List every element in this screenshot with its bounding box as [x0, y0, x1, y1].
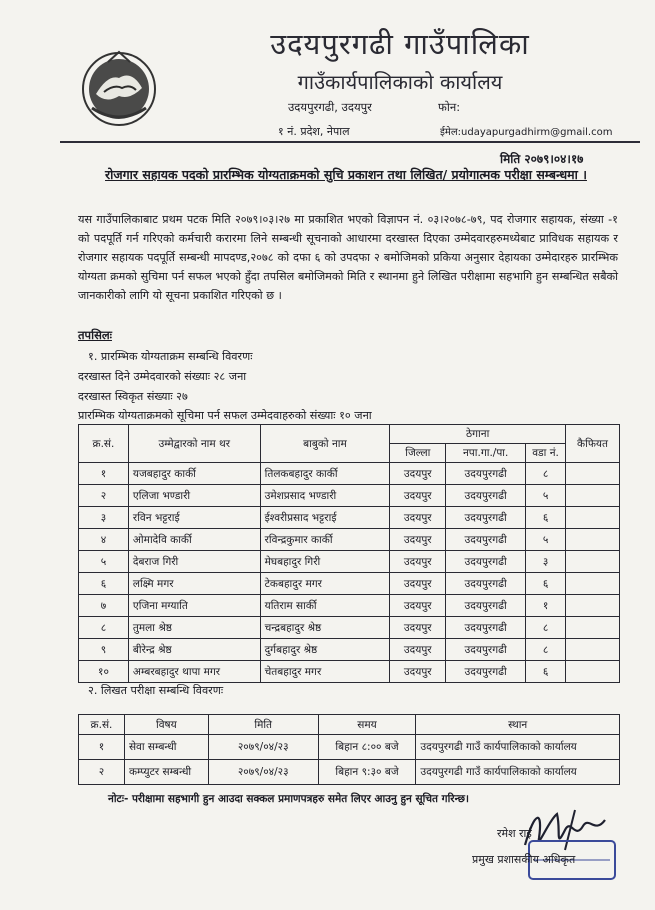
section1-title: १. प्रारम्भिक योग्यताक्रम सम्बन्धि विवरणः: [88, 350, 253, 363]
cell-name: यजबहादुर कार्की: [128, 463, 260, 485]
table-row: [79, 551, 620, 573]
subject-text: रोजगार सहायक पदको प्रारम्भिक योग्यताक्रमको सुचि प्रकाशन तथा लिखित/ प्रयोगात्मक परीक्षा सम्बन्धमा ।: [105, 167, 587, 182]
cell-municipality: उदयपुरगढी: [446, 595, 526, 617]
table-row: [79, 735, 620, 760]
cell-venue: उदयपुरगढी गाउँ कार्यपालिकाको कार्यालय: [416, 735, 620, 760]
col-name: उम्मेद्वारको नाम थर: [128, 425, 260, 463]
cell-municipality: उदयपुरगढी: [446, 639, 526, 661]
table-row: [79, 617, 620, 639]
address-line2: १ नं. प्रदेश, नेपाल: [278, 125, 350, 138]
exam-schedule-table: [78, 714, 620, 785]
section2-title: २. लिखत परीक्षा सम्बन्धि विवरणः: [88, 684, 224, 697]
cell-municipality: उदयपुरगढी: [446, 463, 526, 485]
cell-sn: ५: [79, 551, 129, 573]
cell-remarks: [566, 529, 620, 551]
cell-father: टेकबहादुर मगर: [260, 573, 390, 595]
cell-name: ओमादेवि कार्की: [128, 529, 260, 551]
col-subject: विषय: [124, 715, 208, 735]
col-municipality: नपा.गा./पा.: [446, 444, 526, 463]
cell-name: देबराज गिरी: [128, 551, 260, 573]
cell-date: २०७९/०४/२३: [208, 760, 318, 785]
cell-ward: ६: [526, 661, 566, 683]
notice-body: यस गाउँपालिकाबाट प्रथम पटक मिति २०७९।०३।२७ मा प्रकाशित भएको विज्ञापन नं. ०३।२०७८-७९, पद रोजगार सहायक, संख्या -१ को पदपूर्ति गर्न गरिएको कर्मचारी करारमा लिने सम्बन्धी सूचनाको आधारमा दरखास्त दिएका उम्मेदवारहरुमध्येबाट प्राविधक सहायक र रोजगार सहायक पदपूर्ति सम्बन्धी मापदण्ड,२०७८ को दफा ६ को उपदफा २ बमोजिमको प्रकिया अनुसार देहायका उम्मेदारहरु प्रारम्भिक योग्यता क्रमको सुचिमा पर्न सफल भएको हुँदा तपसिल बमोजिमको मिति र स्थानमा हुने लिखित परीक्षामा सहभागि हुन सम्बन्धित सबैको जानकारीको लागि यो सूचना प्रकाशित गरिएको छ ।: [78, 213, 618, 302]
cell-remarks: [566, 485, 620, 507]
cell-subject: कम्प्युटर सम्बन्धी: [124, 760, 208, 785]
cell-sn: ४: [79, 529, 129, 551]
cell-father: ईश्वरीप्रसाद भट्टराई: [260, 507, 390, 529]
cell-name: रविन भट्टराई: [128, 507, 260, 529]
cell-district: उदयपुर: [390, 551, 446, 573]
col-date: मिति: [208, 715, 318, 735]
signatory-title: प्रमुख प्रशासकीय अधिकृत: [472, 853, 576, 866]
notice-date: मिति २०७९।०४।१७: [500, 152, 584, 166]
cell-name: अम्बरबहादुर थापा मगर: [128, 661, 260, 683]
cell-remarks: [566, 617, 620, 639]
table-row: [79, 573, 620, 595]
cell-remarks: [566, 639, 620, 661]
cell-subject: सेवा सम्बन्धी: [124, 735, 208, 760]
cell-venue: उदयपुरगढी गाउँ कार्यपालिकाको कार्यालय: [416, 760, 620, 785]
cell-district: उदयपुर: [390, 529, 446, 551]
col-remarks: कैफियत: [566, 425, 620, 463]
cell-ward: ६: [526, 507, 566, 529]
cell-father: उमेशप्रसाद भण्डारी: [260, 485, 390, 507]
cell-time: बिहान ८:०० बजे: [318, 735, 416, 760]
cell-sn: १: [79, 463, 129, 485]
cell-municipality: उदयपुरगढी: [446, 485, 526, 507]
cell-time: बिहान ९:३० बजे: [318, 760, 416, 785]
col-time: समय: [318, 715, 416, 735]
table-row: [79, 529, 620, 551]
cell-district: उदयपुर: [390, 595, 446, 617]
note-text: नोटः- परीक्षामा सहभागी हुन आउदा सक्कल प्रमाणपत्रहरु समेत लिएर आउनु हुन सूचित गरिन्छ।: [108, 793, 469, 805]
shortlisted-count: प्रारम्भिक योग्यताक्रमको सूचिमा पर्न सफल उम्मेदवाहरुको संख्याः १० जना: [78, 409, 372, 422]
cell-municipality: उदयपुरगढी: [446, 617, 526, 639]
col-ward: वडा नं.: [526, 444, 566, 463]
cell-name: बीरेन्द्र श्रेष्ठ: [128, 639, 260, 661]
cell-district: उदयपुर: [390, 661, 446, 683]
phone-label: फोन:: [438, 100, 461, 114]
cell-sn: ६: [79, 573, 129, 595]
cell-ward: १: [526, 595, 566, 617]
shortlist-table: [78, 424, 620, 683]
cell-ward: ६: [526, 573, 566, 595]
cell-district: उदयपुर: [390, 507, 446, 529]
table-row: [79, 760, 620, 785]
cell-ward: ८: [526, 617, 566, 639]
cell-district: उदयपुर: [390, 573, 446, 595]
cell-ward: ८: [526, 639, 566, 661]
cell-date: २०७९/०४/२३: [208, 735, 318, 760]
col-sn: क्र.सं.: [79, 425, 129, 463]
cell-remarks: [566, 573, 620, 595]
cell-sn: ३: [79, 507, 129, 529]
cell-father: रविन्द्रकुमार कार्की: [260, 529, 390, 551]
tapsil-label: तपसिलः: [78, 328, 112, 342]
cell-district: उदयपुर: [390, 617, 446, 639]
cell-sn: १: [79, 735, 125, 760]
cell-municipality: उदयपुरगढी: [446, 529, 526, 551]
cell-father: चेतबहादुर मगर: [260, 661, 390, 683]
cell-name: लक्ष्मि मगर: [128, 573, 260, 595]
cell-municipality: उदयपुरगढी: [446, 573, 526, 595]
cell-district: उदयपुर: [390, 485, 446, 507]
table-row: [79, 661, 620, 683]
cell-ward: ५: [526, 485, 566, 507]
col-venue: स्थान: [416, 715, 620, 735]
cell-remarks: [566, 595, 620, 617]
cell-sn: २: [79, 760, 125, 785]
office-name: गाउँकार्यपालिकाको कार्यालय: [297, 70, 503, 94]
cell-father: तिलकबहादुर कार्की: [260, 463, 390, 485]
table-row: [79, 639, 620, 661]
cell-father: दुर्गबहादुर श्रेष्ठ: [260, 639, 390, 661]
signatory-name: रमेश राई: [497, 827, 532, 840]
table-row: [79, 485, 620, 507]
cell-name: एजिना मग्याति: [128, 595, 260, 617]
cell-municipality: उदयपुरगढी: [446, 507, 526, 529]
cell-municipality: उदयपुरगढी: [446, 661, 526, 683]
cell-ward: ८: [526, 463, 566, 485]
cell-sn: १०: [79, 661, 129, 683]
cell-father: चन्द्रबहादुर श्रेष्ठ: [260, 617, 390, 639]
address-line1: उदयपुरगढी, उदयपुर: [288, 100, 372, 114]
cell-remarks: [566, 661, 620, 683]
cell-remarks: [566, 463, 620, 485]
cell-remarks: [566, 507, 620, 529]
cell-sn: ७: [79, 595, 129, 617]
accepted-count: दरखास्त स्विकृत संख्याः २७: [78, 390, 188, 403]
col-father: बाबुको नाम: [260, 425, 390, 463]
col-sn: क्र.सं.: [79, 715, 125, 735]
cell-father: मेघबहादुर गिरी: [260, 551, 390, 573]
cell-name: तुमला श्रेष्ठ: [128, 617, 260, 639]
cell-remarks: [566, 551, 620, 573]
cell-father: यतिराम सार्की: [260, 595, 390, 617]
cell-ward: ५: [526, 529, 566, 551]
applicants-count: दरखास्त दिने उम्मेदवारको संख्याः २८ जना: [78, 370, 247, 383]
table-row: [79, 507, 620, 529]
cell-municipality: उदयपुरगढी: [446, 551, 526, 573]
header-divider: [60, 141, 640, 143]
col-district: जिल्ला: [390, 444, 446, 463]
cell-ward: ३: [526, 551, 566, 573]
notice-subject: [86, 163, 606, 187]
email-address: ईमेल:udayapurgadhirm@gmail.com: [440, 127, 613, 138]
table-row: [79, 595, 620, 617]
cell-sn: ९: [79, 639, 129, 661]
nepal-emblem-icon: [78, 48, 160, 130]
col-address: ठेगाना: [390, 425, 566, 444]
cell-name: एलिजा भण्डारी: [128, 485, 260, 507]
cell-district: उदयपुर: [390, 639, 446, 661]
cell-sn: ८: [79, 617, 129, 639]
cell-sn: २: [79, 485, 129, 507]
table-row: [79, 463, 620, 485]
cell-district: उदयपुर: [390, 463, 446, 485]
municipality-title: उदयपुरगढी गाउँपालिका: [270, 27, 530, 61]
